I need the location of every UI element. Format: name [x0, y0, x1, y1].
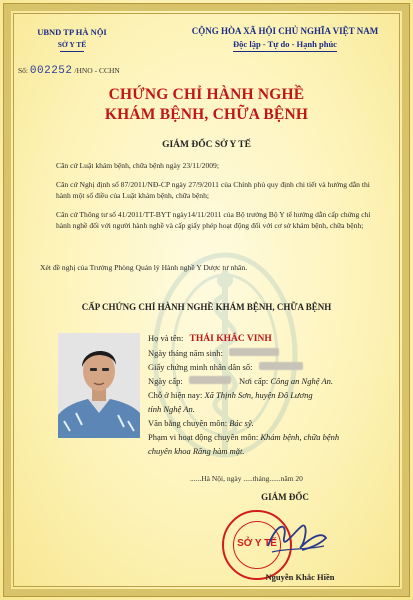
- scope-value-line2: chuyên khoa Răng hàm mặt.: [148, 446, 245, 456]
- portrait-image: [58, 333, 140, 438]
- legal-basis-3: Căn cứ Thông tư số 41/2011/TT-BYT ngày14/11/2011 của Bộ trưởng Bộ Y tế hướng dẫn cấp chứng chỉ hành nghề đối với người hành nghề và cấp giấy phép hoạt động đối với cơ sở khám bệnh, chữa bệnh;: [56, 210, 371, 231]
- issue-date-redacted: [189, 376, 231, 384]
- degree-row: [148, 418, 254, 428]
- title-line1: CHỨNG CHỈ HÀNH NGHỀ: [108, 86, 305, 103]
- scope-label: Phạm vi hoạt động chuyên môn:: [148, 432, 259, 442]
- legal-basis-2: Căn cứ Nghị định số 87/2011/NĐ-CP ngày 27/9/2011 của Chính phủ quy định chi tiết và hướng dẫn thi hành một số điều của Luật khám bệnh, chữa bệnh;: [56, 180, 370, 201]
- number-value: 002252: [29, 65, 73, 77]
- name-value: THÁI KHẮC VINH: [189, 334, 272, 344]
- stamp-text: SỞ Y TẾ: [237, 538, 277, 549]
- issue-place-label: Nơi cấp:: [238, 376, 269, 386]
- issue-date-label: Ngày cấp:: [148, 376, 183, 386]
- issuer-heading: GIÁM ĐỐC SỞ Y TẾ: [162, 140, 251, 150]
- legal-basis-1: Căn cứ Luật khám bệnh, chữa bệnh ngày 23/11/2009;: [56, 161, 219, 170]
- address-row: [148, 390, 313, 400]
- signature-scribble-icon: [262, 512, 332, 560]
- certificate-number: [18, 65, 120, 77]
- name-label: Họ và tên:: [148, 333, 184, 343]
- signature-title: GIÁM ĐỐC: [261, 492, 309, 502]
- place-date: ......Hà Nội, ngày .....tháng......năm 20: [190, 474, 303, 483]
- issue-place-value: Công an Nghệ An.: [270, 376, 334, 386]
- title-line2: KHÁM BỆNH, CHỮA BỆNH: [104, 106, 309, 123]
- org-line2: SỞ Y TẾ: [57, 40, 87, 49]
- country-line2: Độc lập - Tự do - Hạnh phúc: [233, 39, 337, 49]
- degree-label: Văn bằng chuyên môn:: [148, 418, 228, 428]
- country-line1: CỘNG HÒA XÃ HỘI CHỦ NGHĨA VIỆT NAM: [191, 26, 379, 36]
- id-label: Giấy chứng minh nhân dân số:: [148, 362, 253, 372]
- grant-heading: CẤP CHỨNG CHỈ HÀNH NGHỀ KHÁM BỆNH, CHỮA BỆNH: [81, 302, 332, 312]
- address-label: Chỗ ở hiện nay:: [148, 390, 203, 400]
- signer-name: Nguyễn Khắc Hiền: [265, 572, 335, 582]
- scope-value-line1: Khám bệnh, chữa bệnh: [260, 432, 340, 442]
- org-underline: [60, 51, 84, 52]
- address-value-line1: Xã Thịnh Sơn, huyện Đô Lương: [204, 390, 313, 400]
- holder-photo: [58, 333, 140, 438]
- issue-row: [148, 376, 333, 386]
- scope-row: [148, 432, 339, 442]
- name-row: [148, 333, 272, 344]
- org-line1: UBND TP HÀ NỘI: [37, 27, 107, 37]
- motto-underline: [233, 51, 337, 52]
- dob-redacted: [229, 348, 279, 356]
- legal-basis-4: Xét đề nghị của Trưởng Phòng Quản lý Hành nghề Y Dược tư nhân.: [40, 263, 248, 272]
- dob-row: [148, 348, 279, 358]
- dob-label: Ngày tháng năm sinh:: [148, 348, 223, 358]
- address-value-line2: tỉnh Nghệ An.: [148, 404, 195, 414]
- degree-value: Bác sỹ.: [229, 418, 254, 428]
- id-redacted: [259, 362, 303, 370]
- number-prefix: Số:: [18, 66, 29, 75]
- id-row: [148, 362, 303, 372]
- number-suffix: /HNO - CCHN: [74, 66, 120, 75]
